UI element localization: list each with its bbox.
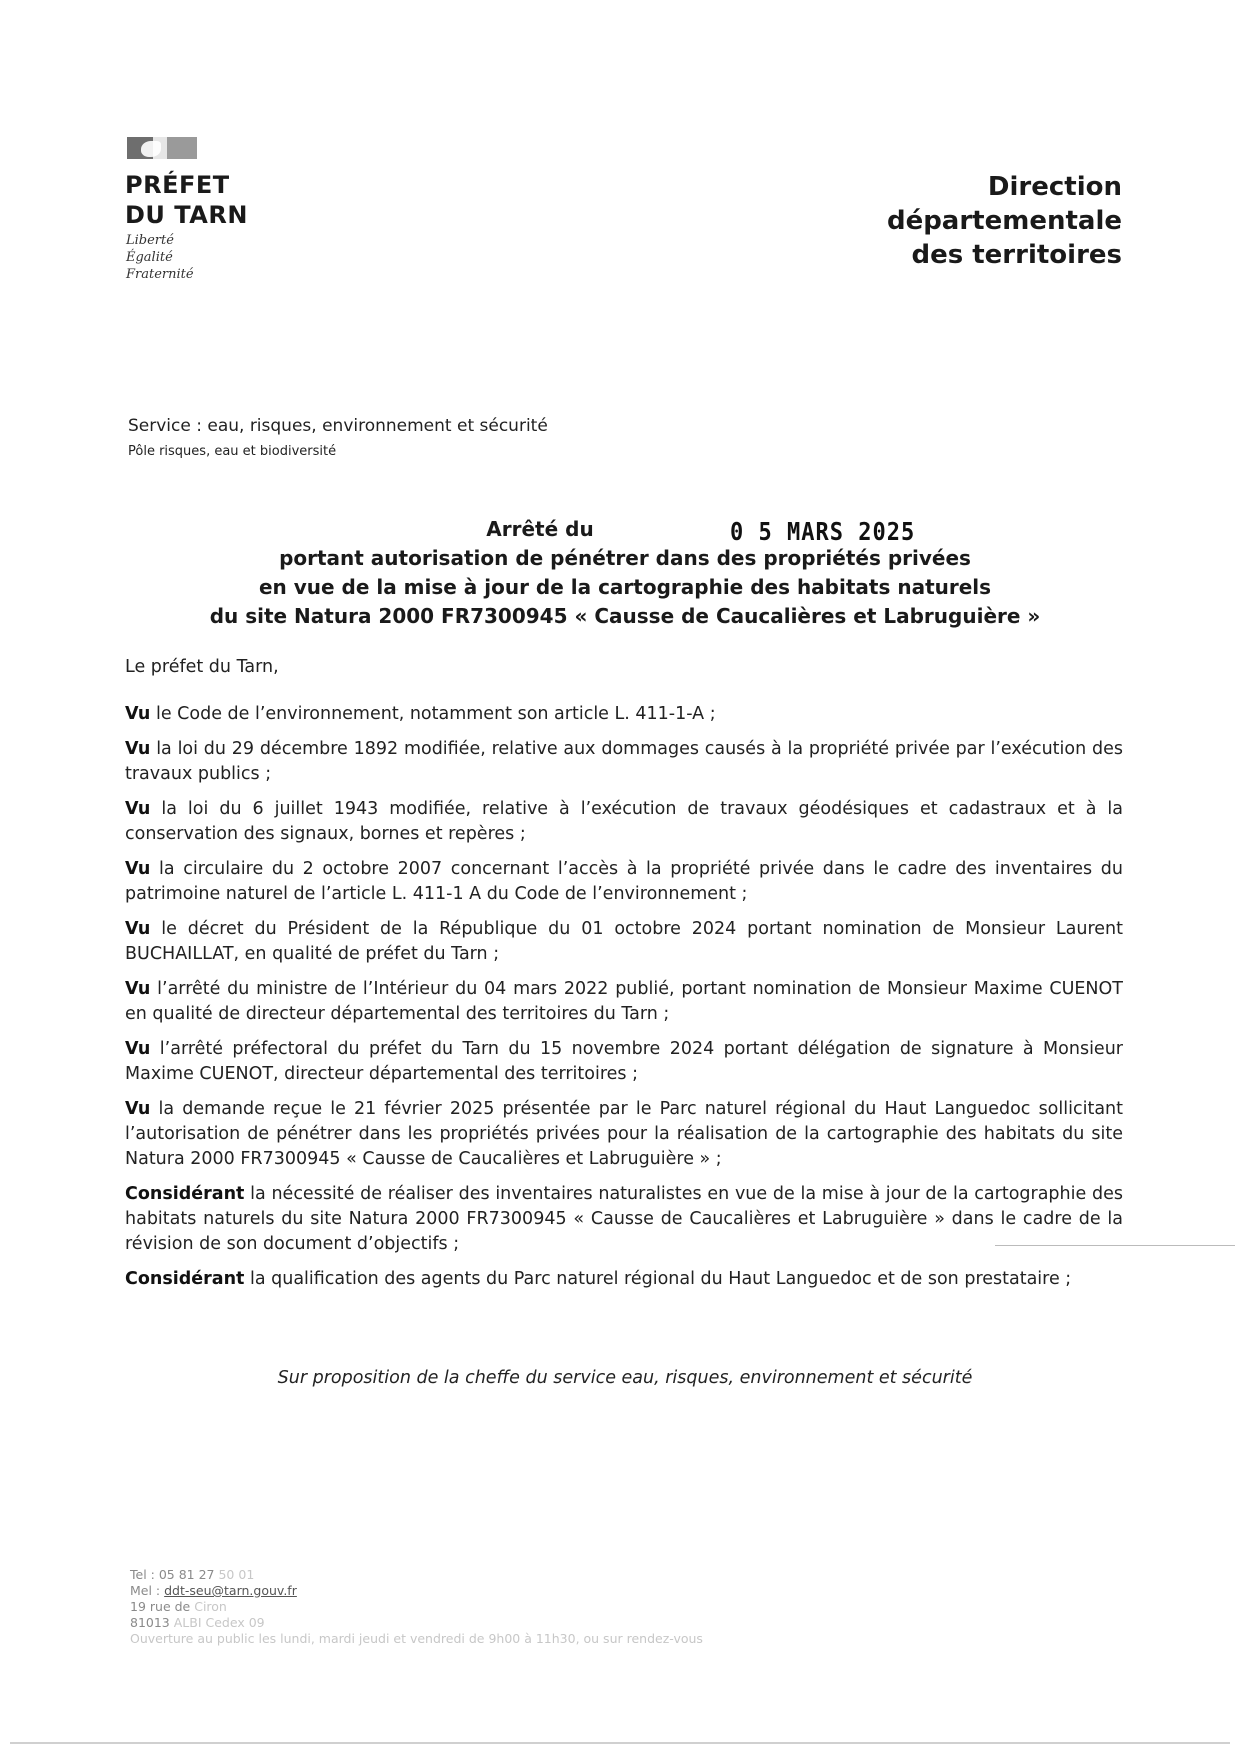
- considerant-paragraph: [125, 1267, 1123, 1292]
- footer-hours: Ouverture au public les lundi, mardi jeudi et vendredi de 9h00 à 11h30, ou sur rendez-vous: [130, 1631, 703, 1646]
- email-label: Mel :: [130, 1583, 161, 1598]
- footer-email: [130, 1583, 703, 1599]
- vu-paragraph: [125, 857, 1123, 907]
- direction-line-2: départementale: [886, 206, 1122, 236]
- considerant-paragraph: [125, 1182, 1123, 1257]
- intro-line: Le préfet du Tarn,: [125, 657, 279, 677]
- considerant-text: la nécessité de réaliser des inventaires naturalistes en vue de la mise à jour de la cartographie des habitats naturels du site Natura 2000 FR7300945 « Causse de Caucalières et Labruguière » dans le cadre de la révision de son document d’objectifs ;: [125, 1184, 1123, 1254]
- bottom-scan-edge: [10, 1742, 1230, 1744]
- motto-fraternite: Fraternité: [126, 267, 194, 282]
- decree-body: [125, 655, 1123, 1302]
- vu-paragraph: [125, 917, 1123, 967]
- contact-footer: [130, 1567, 703, 1647]
- address-postcode: 81013: [130, 1615, 170, 1630]
- vu-text: le Code de l’environnement, notamment son article L. 411-1-A ;: [155, 704, 716, 724]
- vu-text: la circulaire du 2 octobre 2007 concernant l’accès à la propriété privée dans le cadre des inventaires du patrimoine naturel de l’article L. 411-1 A du Code de l’environnement ;: [125, 859, 1123, 904]
- prefet-line-2: DU TARN: [125, 201, 248, 229]
- vu-label: Vu: [125, 1039, 151, 1059]
- considerant-label: Considérant: [125, 1269, 245, 1289]
- vu-label: Vu: [125, 704, 151, 724]
- vu-text: la loi du 6 juillet 1943 modifiée, relative à l’exécution de travaux géodésiques et cadastraux et à la conservation des signaux, bornes et repères ;: [125, 799, 1123, 844]
- scan-mark: [995, 1245, 1235, 1246]
- vu-label: Vu: [125, 859, 151, 879]
- service-line: Service : eau, risques, environnement et sécurité: [128, 416, 548, 436]
- phone-faint: 50 01: [218, 1567, 255, 1582]
- decree-label: Arrêté du: [486, 517, 594, 541]
- vu-paragraph: [125, 1037, 1123, 1087]
- address-street-faint: Ciron: [194, 1599, 227, 1614]
- address-street: 19 rue de: [130, 1599, 191, 1614]
- motto-liberte: Liberté: [126, 233, 174, 248]
- vu-label: Vu: [125, 739, 151, 759]
- considerant-text: la qualification des agents du Parc naturel régional du Haut Languedoc et de son prestataire ;: [249, 1269, 1072, 1289]
- footer-address-2: [130, 1615, 703, 1631]
- decree-title-line-3: du site Natura 2000 FR7300945 « Causse de Caucalières et Labruguière »: [209, 604, 1041, 628]
- footer-phone: [130, 1567, 703, 1583]
- phone-label: Tel : 05 81 27: [130, 1567, 215, 1582]
- vu-text: l’arrêté du ministre de l’Intérieur du 04 mars 2022 publié, portant nomination de Monsieur Maxime CUENOT en qualité de directeur départemental des territoires du Tarn ;: [125, 979, 1123, 1024]
- direction-line-1: Direction: [987, 172, 1122, 202]
- vu-label: Vu: [125, 1099, 151, 1119]
- vu-text: l’arrêté préfectoral du préfet du Tarn du 15 novembre 2024 portant délégation de signature à Monsieur Maxime CUENOT, directeur départemental des territoires ;: [125, 1039, 1123, 1084]
- address-city-faint: ALBI Cedex 09: [173, 1615, 265, 1630]
- email-link[interactable]: ddt-seu@tarn.gouv.fr: [164, 1583, 297, 1598]
- date-stamp: 0 5 MARS 2025: [730, 518, 916, 547]
- vu-paragraph: [125, 797, 1123, 847]
- vu-label: Vu: [125, 799, 151, 819]
- vu-paragraph: [125, 702, 1123, 727]
- direction-line-3: des territoires: [911, 240, 1122, 270]
- vu-paragraph: [125, 977, 1123, 1027]
- vu-label: Vu: [125, 979, 151, 999]
- pole-line: Pôle risques, eau et biodiversité: [128, 444, 337, 459]
- vu-text: le décret du Président de la République du 01 octobre 2024 portant nomination de Monsieur Laurent BUCHAILLAT, en qualité de préfet du Tarn ;: [125, 919, 1123, 964]
- issuing-direction: [887, 170, 1122, 272]
- vu-paragraph: [125, 1097, 1123, 1172]
- decree-title-line-2: en vue de la mise à jour de la cartographie des habitats naturels: [258, 575, 992, 599]
- marianne-logo: [127, 137, 197, 159]
- proposition-line: Sur proposition de la cheffe du service eau, risques, environnement et sécurité: [277, 1368, 973, 1388]
- vu-text: la demande reçue le 21 février 2025 présentée par le Parc naturel régional du Haut Languedoc sollicitant l’autorisation de pénétrer dans les propriétés privées pour la réalisation de la cartographie des habitats du site Natura 2000 FR7300945 « Causse de Caucalières et Labruguière » ;: [125, 1099, 1123, 1169]
- footer-address-1: [130, 1599, 703, 1615]
- vu-paragraph: [125, 737, 1123, 787]
- prefet-name-block: [125, 170, 248, 230]
- considerant-label: Considérant: [125, 1184, 245, 1204]
- vu-label: Vu: [125, 919, 151, 939]
- vu-text: la loi du 29 décembre 1892 modifiée, relative aux dommages causés à la propriété privée par l’exécution des travaux publics ;: [125, 739, 1123, 784]
- motto-egalite: Égalité: [126, 250, 173, 265]
- decree-title: [130, 515, 1120, 631]
- prefet-line-1: PRÉFET: [125, 171, 230, 199]
- republic-motto: [126, 232, 194, 283]
- decree-title-line-1: portant autorisation de pénétrer dans des propriétés privées: [279, 546, 971, 570]
